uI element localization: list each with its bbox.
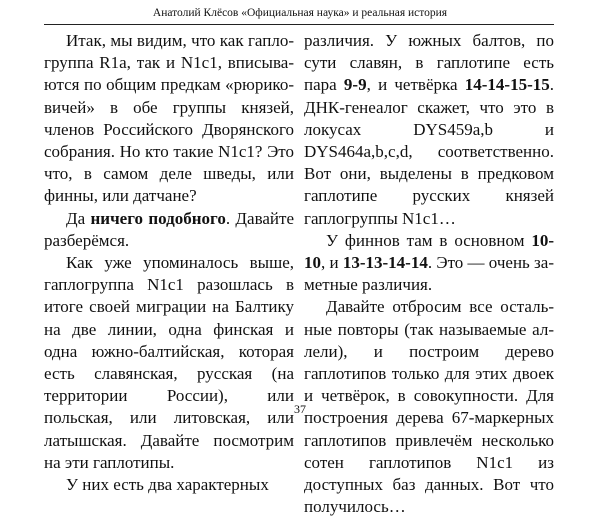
text-run: различия. У южных балтов, по сути славян, в гаплотипе есть пара: [304, 31, 554, 95]
text-run: . Это — очень заметные различия.: [304, 253, 554, 295]
bold-text: 10-10: [304, 230, 554, 273]
bold-text: ничего подобного: [90, 208, 226, 228]
text-run: . Давайте разберёмся.: [44, 208, 294, 250]
left-column: [44, 30, 294, 496]
paragraph: Как уже упоминалось выше, гаплогруппа N1c1 разошлась в итоге своей миграции на Балтику на две линии, одна финская и одна южно-балтийская, которая есть славянская, русская (на территории России), или польская, или литовская, или латышская. Давайте посмотрим на эти гаплотипы.: [44, 253, 294, 472]
text-run: , и: [321, 253, 343, 273]
text-run: Да: [66, 208, 91, 228]
text-run: , и четвёрка: [366, 75, 465, 95]
bold-text: 9-9: [343, 75, 367, 95]
paragraph: [304, 230, 554, 297]
bold-text: 14-14-15-15: [464, 75, 550, 95]
text-run: У финнов там в основном: [326, 230, 532, 250]
page-number: 37: [294, 402, 306, 416]
header-rule: [44, 24, 554, 25]
paragraph: [44, 208, 294, 252]
right-column: [304, 30, 554, 518]
bold-text: 13-13-14-14: [342, 253, 428, 273]
paragraph: У них есть два характерных: [66, 475, 269, 495]
paragraph: Давайте отбросим все остальные повторы (так называемые аллели), и построим дерево гаплотипов только для этих двоек и четвёрок, в совокупности. Для построения дерева 67-маркерных гаплотипов привлечём несколько сотен гаплотипов N1c1 из доступных баз данных. Вот что получилось…: [304, 297, 554, 517]
text-run: . ДНК-генеалог скажет, что это в локусах DYS459a,b и DYS464a,b,c,d, соответственно. Вот они, выделены в предковом гаплотипе русских князей гаплогруппы N1c1…: [304, 75, 554, 228]
paragraph: Итак, мы видим, что как гаплогруппа R1a, так и N1c1, вписываются по общим предкам «рюриковичей» в обе группы князей, членов Российского Дворянского собрания. Но кто такие N1c1? Это что, в самом деле шведы, или финны, или датчане?: [44, 31, 294, 206]
paragraph: [304, 30, 554, 230]
running-header: Анатолий Клёсов «Официальная наука» и реальная история: [152, 7, 448, 19]
